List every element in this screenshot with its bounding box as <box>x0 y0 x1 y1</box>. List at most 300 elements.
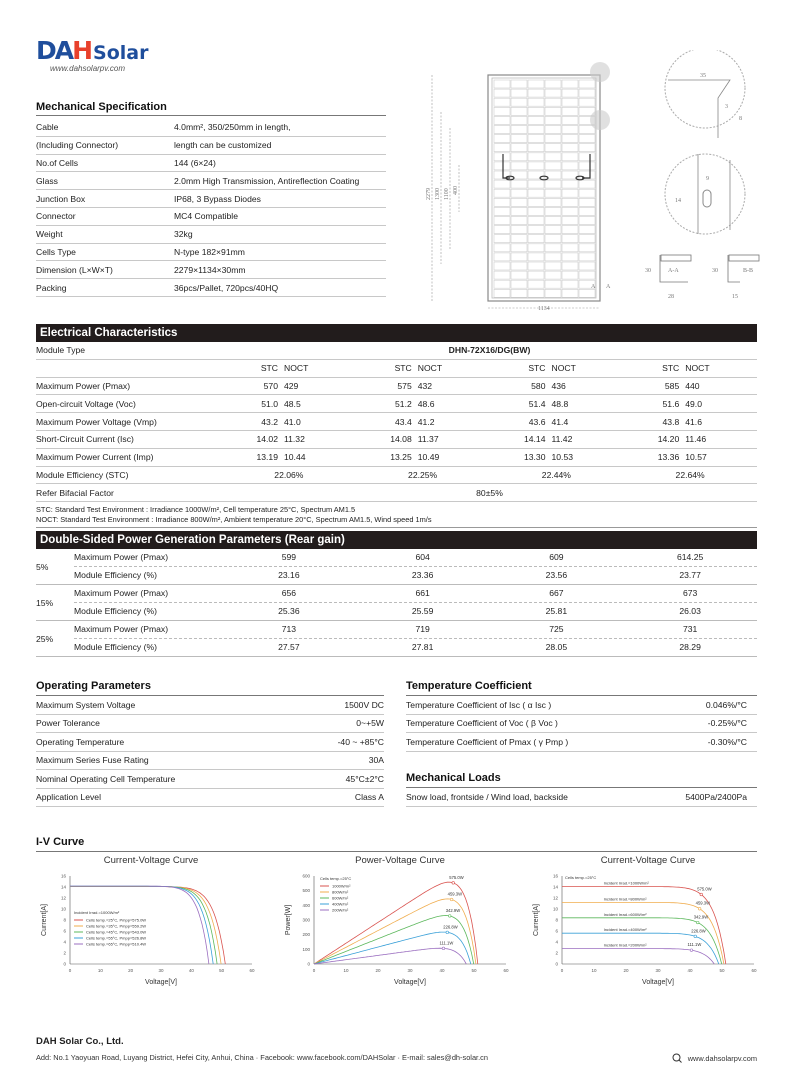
svg-text:Incident Irrad.=800W/m²: Incident Irrad.=800W/m² <box>603 896 647 902</box>
chart-iv-irrad-svg <box>528 866 768 996</box>
spec-row <box>36 208 386 226</box>
spec-key: Weight <box>36 229 63 240</box>
module-type-label: Module Type <box>36 345 86 356</box>
stc-value: 575 <box>397 380 412 391</box>
svg-text:30: 30 <box>645 268 651 274</box>
svg-text:Cells temp.=35°C, Pmpp=559.2W: Cells temp.=35°C, Pmpp=559.2W <box>86 923 147 929</box>
module-drawing-svg <box>410 50 785 310</box>
param-value: -40 ~ +85°C <box>337 736 384 747</box>
param-key: Nominal Operating Cell Temperature <box>36 773 176 784</box>
pmax-label: Maximum Power (Pmax) <box>74 552 169 563</box>
col-noct: NOCT <box>284 363 309 374</box>
pmax-value: 673 <box>682 588 698 599</box>
search-icon <box>672 1053 682 1063</box>
param-label: Open-circuit Voltage (Voc) <box>36 398 136 409</box>
spec-key: (Including Connector) <box>36 140 119 151</box>
col-noct: NOCT <box>551 363 576 374</box>
svg-text:50: 50 <box>471 968 477 973</box>
svg-text:Cells temp.=65°C, Pmpp=510.4W: Cells temp.=65°C, Pmpp=510.4W <box>86 941 147 947</box>
param-key: Application Level <box>36 792 101 803</box>
svg-text:Incident Irrad.=400W/m²: Incident Irrad.=400W/m² <box>603 927 647 933</box>
svg-text:14: 14 <box>552 884 558 890</box>
noct-value: 10.53 <box>551 452 574 463</box>
pmax-row <box>74 549 757 567</box>
col-stc: STC <box>528 363 546 374</box>
svg-text:6: 6 <box>63 928 66 934</box>
pmax-row <box>74 621 757 639</box>
svg-text:6: 6 <box>555 928 558 934</box>
svg-text:400: 400 <box>302 902 310 908</box>
pmax-value: 667 <box>549 588 564 599</box>
param-row <box>36 789 384 808</box>
svg-text:200W/m²: 200W/m² <box>332 907 349 913</box>
bifacial-value: 80±5% <box>476 487 503 498</box>
stc-value: 13.30 <box>523 452 546 463</box>
svg-text:20: 20 <box>623 968 629 973</box>
chart-iv-temp-svg <box>36 866 266 996</box>
col-noct: NOCT <box>685 363 710 374</box>
module-type-value: DHN-72X16/DG(BW) <box>448 345 531 356</box>
svg-text:35: 35 <box>700 73 706 79</box>
stc-value: 43.4 <box>395 416 412 427</box>
svg-text:16: 16 <box>60 873 66 879</box>
svg-text:459.3W: 459.3W <box>695 900 711 906</box>
spec-key: No.of Cells <box>36 157 79 168</box>
svg-text:Cells temp.=55°C, Pmpp=526.8W: Cells temp.=55°C, Pmpp=526.8W <box>86 935 147 941</box>
stc-value: 14.20 <box>657 434 680 445</box>
svg-text:2: 2 <box>555 950 558 956</box>
noct-value: 11.46 <box>685 434 707 445</box>
rear-gain-block <box>36 585 757 621</box>
pmax-value: 719 <box>415 624 430 635</box>
svg-text:459.3W: 459.3W <box>447 891 463 897</box>
param-row <box>406 696 757 715</box>
col-stc: STC <box>662 363 680 374</box>
eff-value: 26.03 <box>679 606 701 617</box>
eff-row <box>74 603 757 621</box>
svg-text:Power[W]: Power[W] <box>285 904 292 936</box>
noct-value: 432 <box>417 380 433 391</box>
pmax-value: 661 <box>415 588 430 599</box>
svg-text:10: 10 <box>343 968 349 973</box>
svg-text:15: 15 <box>732 294 738 300</box>
spec-value: 32kg <box>174 229 193 240</box>
svg-text:Cells temp.=25°C: Cells temp.=25°C <box>565 875 597 880</box>
param-key: Temperature Coefficient of Voc ( β Voc ) <box>406 718 558 729</box>
eff-value: 25.59 <box>411 606 434 617</box>
param-row <box>36 696 384 715</box>
chart-iv-irrad <box>528 855 768 998</box>
spec-key: Packing <box>36 282 67 293</box>
spec-value: length can be customized <box>174 140 272 151</box>
spec-key: Cells Type <box>36 246 76 257</box>
efficiency-value: 22.44% <box>541 469 571 480</box>
param-key: Snow load, frontside / Wind load, backside <box>406 791 568 802</box>
svg-text:0: 0 <box>307 961 310 967</box>
noct-value: 41.0 <box>284 416 301 427</box>
noct-value: 48.8 <box>551 398 569 409</box>
operating-title: Operating Parameters <box>36 680 384 696</box>
eff-label: Module Efficiency (%) <box>74 606 157 617</box>
svg-text:A: A <box>606 284 611 290</box>
eff-value: 27.57 <box>278 642 300 653</box>
pmax-value: 725 <box>549 624 564 635</box>
svg-text:28: 28 <box>668 294 674 300</box>
svg-text:B-B: B-B <box>743 268 754 274</box>
noct-value: 436 <box>551 380 566 391</box>
pmax-value: 713 <box>281 624 297 635</box>
svg-text:342.9W: 342.9W <box>445 907 461 913</box>
param-row <box>36 770 384 789</box>
rear-gain-block <box>36 549 757 585</box>
spec-value: IP68, 3 Bypass Diodes <box>174 193 261 204</box>
param-row <box>406 733 757 752</box>
stc-noct-header-row <box>36 360 757 378</box>
mechanical-spec-title: Mechanical Specification <box>36 101 386 116</box>
spec-value: 36pcs/Pallet, 720pcs/40HQ <box>174 282 279 293</box>
spec-row <box>36 190 386 208</box>
svg-text:Current[A]: Current[A] <box>533 904 540 936</box>
svg-text:200: 200 <box>302 932 310 938</box>
noct-value: 41.6 <box>685 416 702 427</box>
svg-text:1134: 1134 <box>538 306 550 310</box>
efficiency-value: 22.06% <box>274 469 304 480</box>
svg-text:4: 4 <box>63 939 66 945</box>
param-row <box>36 715 384 734</box>
stc-value: 13.19 <box>256 452 278 463</box>
temperature-title: Temperature Coefficient <box>406 680 757 696</box>
svg-text:30: 30 <box>712 268 718 274</box>
svg-text:14: 14 <box>60 884 66 890</box>
spec-value: 2279×1134×30mm <box>174 264 246 275</box>
spec-row <box>36 119 386 137</box>
stc-value: 580 <box>531 380 546 391</box>
mech-loads-title: Mechanical Loads <box>406 772 757 788</box>
chart-iv-temp <box>36 855 266 998</box>
footer <box>36 1036 757 1063</box>
svg-text:3: 3 <box>725 104 728 110</box>
svg-text:12: 12 <box>60 895 66 901</box>
svg-text:A-A: A-A <box>668 268 679 274</box>
electrical-characteristics-section <box>36 324 757 528</box>
note-noct: NOCT: Standard Test Environment : Irradiance 800W/m², Ambient temperature 20°C, Spectrum AM1.5, Wind speed 1m/s <box>36 515 432 525</box>
svg-text:20: 20 <box>375 968 381 973</box>
svg-text:10: 10 <box>591 968 597 973</box>
param-label: Short-Circuit Current (Isc) <box>36 434 134 445</box>
rear-gain-pct: 15% <box>36 597 54 608</box>
dim-length: 2279 <box>426 188 432 200</box>
svg-text:0: 0 <box>555 961 558 967</box>
pmax-value: 656 <box>281 588 297 599</box>
param-value: 0.046%/°C <box>705 699 747 710</box>
noct-value: 440 <box>685 380 700 391</box>
svg-text:30: 30 <box>158 968 164 973</box>
spec-row <box>36 279 386 297</box>
svg-text:500: 500 <box>302 888 310 894</box>
svg-text:12: 12 <box>552 895 558 901</box>
spec-row <box>36 244 386 262</box>
module-type-row <box>36 342 757 360</box>
stc-value: 585 <box>664 380 680 391</box>
svg-text:Cells temp.=25°C, Pmpp=575.0W: Cells temp.=25°C, Pmpp=575.0W <box>86 917 147 923</box>
svg-text:Incident Irrad.=600W/m²: Incident Irrad.=600W/m² <box>603 911 647 917</box>
eff-value: 23.36 <box>411 570 434 581</box>
svg-text:111.1W: 111.1W <box>687 942 702 948</box>
pmax-value: 731 <box>682 624 698 635</box>
param-value: 45°C±2°C <box>345 773 384 784</box>
double-sided-section <box>36 531 757 657</box>
svg-text:50: 50 <box>219 968 225 973</box>
logo-mark: DAH <box>36 36 92 65</box>
stc-value: 51.4 <box>528 398 546 409</box>
double-sided-title-bar: Double-Sided Power Generation Parameters (Rear gain) <box>36 531 757 549</box>
svg-text:575.0W: 575.0W <box>697 886 712 892</box>
param-label: Maximum Power (Pmax) <box>36 380 131 391</box>
svg-text:20: 20 <box>128 968 134 973</box>
svg-text:40: 40 <box>439 968 445 973</box>
spec-value: N-type 182×91mm <box>174 246 245 257</box>
svg-text:Incident Irrad.=1000W/m²: Incident Irrad.=1000W/m² <box>603 880 649 886</box>
svg-text:1100: 1100 <box>444 188 450 200</box>
param-label: Maximum Power Current (Imp) <box>36 452 154 463</box>
noct-value: 11.42 <box>551 434 573 445</box>
mechanical-spec-section <box>36 101 386 297</box>
rear-gain-pct: 5% <box>36 561 49 572</box>
note-stc: STC: Standard Test Environment : Irradiance 1000W/m², Cell temperature 25°C, Spectrum AM1.5 <box>36 505 356 515</box>
svg-text:300: 300 <box>302 917 310 923</box>
website-link[interactable]: www.dahsolarpv.com <box>687 1053 757 1063</box>
param-row <box>36 733 384 752</box>
logo-url: www.dahsolarpv.com <box>50 64 125 73</box>
svg-text:10: 10 <box>60 906 66 912</box>
col-stc: STC <box>260 363 278 374</box>
svg-text:100: 100 <box>302 946 310 952</box>
stc-value: 14.02 <box>256 434 278 445</box>
param-value: 0~+5W <box>356 718 384 729</box>
svg-text:226.8W: 226.8W <box>443 924 458 930</box>
stc-value: 13.25 <box>390 452 412 463</box>
svg-text:1300: 1300 <box>435 188 441 200</box>
svg-text:8: 8 <box>739 116 742 122</box>
svg-text:600: 600 <box>302 873 310 879</box>
electrical-row <box>36 431 757 449</box>
svg-text:Current[A]: Current[A] <box>41 904 48 936</box>
eff-value: 27.81 <box>411 642 434 653</box>
svg-text:0: 0 <box>63 961 66 967</box>
electrical-title-bar: Electrical Characteristics <box>36 324 757 342</box>
efficiency-row <box>36 467 757 485</box>
param-key: Power Tolerance <box>36 718 100 729</box>
stc-value: 43.6 <box>528 416 546 427</box>
mechanical-loads-section <box>406 772 757 807</box>
stc-value: 13.36 <box>657 452 680 463</box>
svg-text:Incident Irrad.=200W/m²: Incident Irrad.=200W/m² <box>603 942 647 948</box>
module-dimension-drawing <box>410 50 785 310</box>
pmax-label: Maximum Power (Pmax) <box>74 588 169 599</box>
svg-text:8: 8 <box>63 917 66 923</box>
spec-row <box>36 137 386 155</box>
svg-text:40: 40 <box>687 968 693 973</box>
eff-value: 25.36 <box>278 606 300 617</box>
svg-text:10: 10 <box>97 968 103 973</box>
svg-text:16: 16 <box>552 873 558 879</box>
eff-label: Module Efficiency (%) <box>74 642 157 653</box>
noct-value: 11.32 <box>284 434 305 445</box>
electrical-row <box>36 449 757 467</box>
svg-text:A: A <box>591 284 596 290</box>
chart-title: Current-Voltage Curve <box>103 855 199 866</box>
param-value: Class A <box>354 792 384 803</box>
spec-key: Connector <box>36 211 76 222</box>
chart-title: Power-Voltage Curve <box>355 855 445 866</box>
noct-value: 10.44 <box>284 452 306 463</box>
efficiency-label: Module Efficiency (STC) <box>36 469 129 480</box>
svg-text:30: 30 <box>407 968 413 973</box>
param-value: -0.25%/°C <box>707 718 747 729</box>
eff-value: 23.77 <box>679 570 701 581</box>
noct-value: 11.37 <box>417 434 439 445</box>
electrical-row <box>36 378 757 396</box>
bifacial-label: Refer Bifacial Factor <box>36 487 114 498</box>
chart-pv <box>280 855 520 998</box>
rear-gain-block <box>36 621 757 657</box>
param-key: Maximum System Voltage <box>36 699 136 710</box>
stc-value: 14.08 <box>390 434 412 445</box>
eff-value: 23.56 <box>545 570 568 581</box>
spec-row <box>36 261 386 279</box>
param-value: 5400Pa/2400Pa <box>685 791 747 802</box>
svg-text:50: 50 <box>719 968 725 973</box>
pmax-value: 609 <box>549 552 564 563</box>
param-row <box>36 752 384 771</box>
eff-value: 23.16 <box>278 570 300 581</box>
chart-pv-svg <box>280 866 520 996</box>
svg-text:Voltage[V]: Voltage[V] <box>642 979 674 986</box>
col-stc: STC <box>394 363 412 374</box>
svg-text:60: 60 <box>751 968 757 973</box>
noct-value: 41.4 <box>551 416 569 427</box>
noct-value: 10.57 <box>685 452 707 463</box>
param-value: 1500V DC <box>344 699 384 710</box>
svg-text:226.8W: 226.8W <box>691 928 706 934</box>
eff-value: 28.05 <box>545 642 568 653</box>
electrical-row <box>36 413 757 431</box>
chart-title: Current-Voltage Curve <box>600 855 696 866</box>
company-address: Add: No.1 Yaoyuan Road, Luyang District, Hefei City, Anhui, China · Facebook: www.facebook.com/DAHSolar · E-mail: sales@dh-solar.cn <box>36 1053 488 1062</box>
bifacial-row <box>36 484 757 502</box>
eff-row <box>74 567 757 585</box>
svg-text:60: 60 <box>249 968 255 973</box>
spec-key: Cable <box>36 122 59 133</box>
spec-value: 2.0mm High Transmission, Antireflection Coating <box>174 175 360 186</box>
svg-text:Voltage[V]: Voltage[V] <box>394 979 426 986</box>
svg-text:800W/m²: 800W/m² <box>332 889 349 895</box>
param-row <box>406 788 757 807</box>
brand-logo <box>36 36 149 73</box>
svg-text:9: 9 <box>706 176 709 182</box>
spec-key: Glass <box>36 175 58 186</box>
param-key: Maximum Series Fuse Rating <box>36 755 149 766</box>
pmax-label: Maximum Power (Pmax) <box>74 624 169 635</box>
svg-text:600W/m²: 600W/m² <box>332 895 349 901</box>
spec-key: Dimension (L×W×T) <box>36 264 113 275</box>
stc-value: 51.6 <box>662 398 680 409</box>
spec-row <box>36 155 386 173</box>
rear-gain-pct: 25% <box>36 633 54 644</box>
eff-value: 28.29 <box>679 642 701 653</box>
efficiency-value: 22.64% <box>675 469 705 480</box>
spec-row <box>36 172 386 190</box>
svg-text:60: 60 <box>503 968 509 973</box>
stc-value: 43.8 <box>662 416 680 427</box>
spec-value: 144 (6×24) <box>174 157 216 168</box>
param-value: 30A <box>368 755 384 766</box>
param-label: Maximum Power Voltage (Vmp) <box>36 416 157 427</box>
svg-text:1000W/m²: 1000W/m² <box>332 883 351 889</box>
svg-text:Voltage[V]: Voltage[V] <box>145 979 177 986</box>
noct-value: 429 <box>284 380 299 391</box>
param-key: Temperature Coefficient of Pmax ( γ Pmp ) <box>406 736 569 747</box>
svg-text:Incident Irrad.=1000W/m²: Incident Irrad.=1000W/m² <box>74 910 120 915</box>
pmax-value: 599 <box>281 552 297 563</box>
noct-value: 48.6 <box>417 398 435 409</box>
svg-text:Cells temp.=45°C, Pmpp=543.0W: Cells temp.=45°C, Pmpp=543.0W <box>86 929 147 935</box>
electrical-row <box>36 395 757 413</box>
svg-text:0: 0 <box>312 968 316 973</box>
svg-text:4: 4 <box>555 939 558 945</box>
spec-value: 4.0mm², 350/250mm in length, <box>174 122 291 133</box>
param-key: Operating Temperature <box>36 736 125 747</box>
spec-row <box>36 226 386 244</box>
operating-parameters-section <box>36 680 384 807</box>
svg-text:342.9W: 342.9W <box>693 914 709 920</box>
svg-text:10: 10 <box>552 906 558 912</box>
efficiency-value: 22.25% <box>408 469 438 480</box>
temperature-coefficient-section <box>406 680 757 752</box>
pmax-row <box>74 585 757 603</box>
stc-value: 51.2 <box>395 398 412 409</box>
eff-row <box>74 639 757 657</box>
eff-label: Module Efficiency (%) <box>74 570 157 581</box>
svg-text:40: 40 <box>188 968 194 973</box>
svg-text:0: 0 <box>68 968 72 973</box>
col-noct: NOCT <box>417 363 443 374</box>
pmax-value: 604 <box>415 552 430 563</box>
param-value: -0.30%/°C <box>707 736 747 747</box>
spec-value: MC4 Compatible <box>174 211 238 222</box>
svg-text:575.0W: 575.0W <box>449 874 464 880</box>
company-name: DAH Solar Co., Ltd. <box>36 1036 124 1047</box>
logo-word: Solar <box>93 42 149 64</box>
svg-text:8: 8 <box>555 917 558 923</box>
iv-title: I-V Curve <box>36 836 757 852</box>
svg-text:0: 0 <box>560 968 564 973</box>
param-row <box>406 715 757 734</box>
pmax-value: 614.25 <box>676 552 704 563</box>
stc-value: 570 <box>263 380 278 391</box>
eff-value: 25.81 <box>545 606 568 617</box>
noct-value: 49.0 <box>685 398 702 409</box>
iv-curve-section <box>36 836 757 852</box>
stc-value: 43.2 <box>261 416 278 427</box>
stc-value: 51.0 <box>261 398 278 409</box>
test-conditions-notes <box>36 502 757 528</box>
svg-text:Cells temp.=25°C: Cells temp.=25°C <box>320 876 352 881</box>
svg-text:14: 14 <box>675 198 681 204</box>
param-key: Temperature Coefficient of Isc ( α Isc ) <box>406 699 552 710</box>
stc-value: 14.14 <box>523 434 546 445</box>
svg-text:30: 30 <box>655 968 661 973</box>
